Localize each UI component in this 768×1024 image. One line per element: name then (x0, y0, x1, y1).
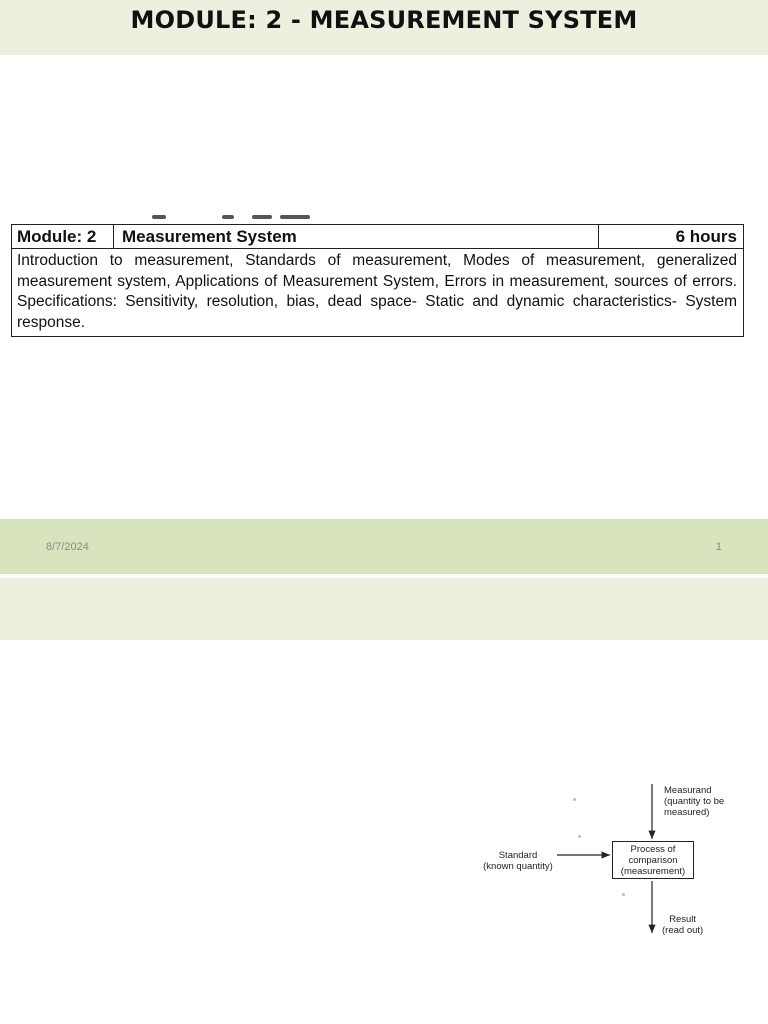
slide-2 (0, 578, 768, 1024)
result-label: Result (read out) (662, 914, 704, 936)
footer-band (0, 519, 768, 574)
scan-speck (622, 893, 625, 896)
scan-speck (573, 798, 576, 801)
slide-title: MODULE: 2 - MEASUREMENT SYSTEM (130, 6, 638, 34)
module-hours: 6 hours (675, 227, 737, 246)
standard-label: Standard (known quantity) (483, 850, 553, 872)
footer-date: 8/7/2024 (46, 541, 89, 553)
module-name: Measurement System (114, 225, 599, 248)
syllabus-table (11, 224, 744, 337)
title-band-empty (0, 578, 768, 640)
footer-page-number: 1 (715, 541, 722, 553)
measurement-process-diagram (465, 778, 735, 948)
module-number: Module: 2 (12, 225, 114, 248)
scan-speck (578, 835, 581, 838)
measurand-label: Measurand (quantity to be measured) (664, 785, 725, 818)
syllabus-content-text: Introduction to measurement, Standards of measurement, Modes of measurement, generalized measurement system, Applications of Measurement System, Errors in measurement, sources of errors. Specifications: Sensitivity, resolution, bias, dead space- Static and dynamic characteristics- System response. (17, 252, 737, 331)
cropped-text-fragment (12, 210, 742, 224)
syllabus-header-row (12, 225, 743, 249)
syllabus-content (12, 249, 743, 336)
process-box: Process of comparison (measurement) (612, 841, 694, 879)
